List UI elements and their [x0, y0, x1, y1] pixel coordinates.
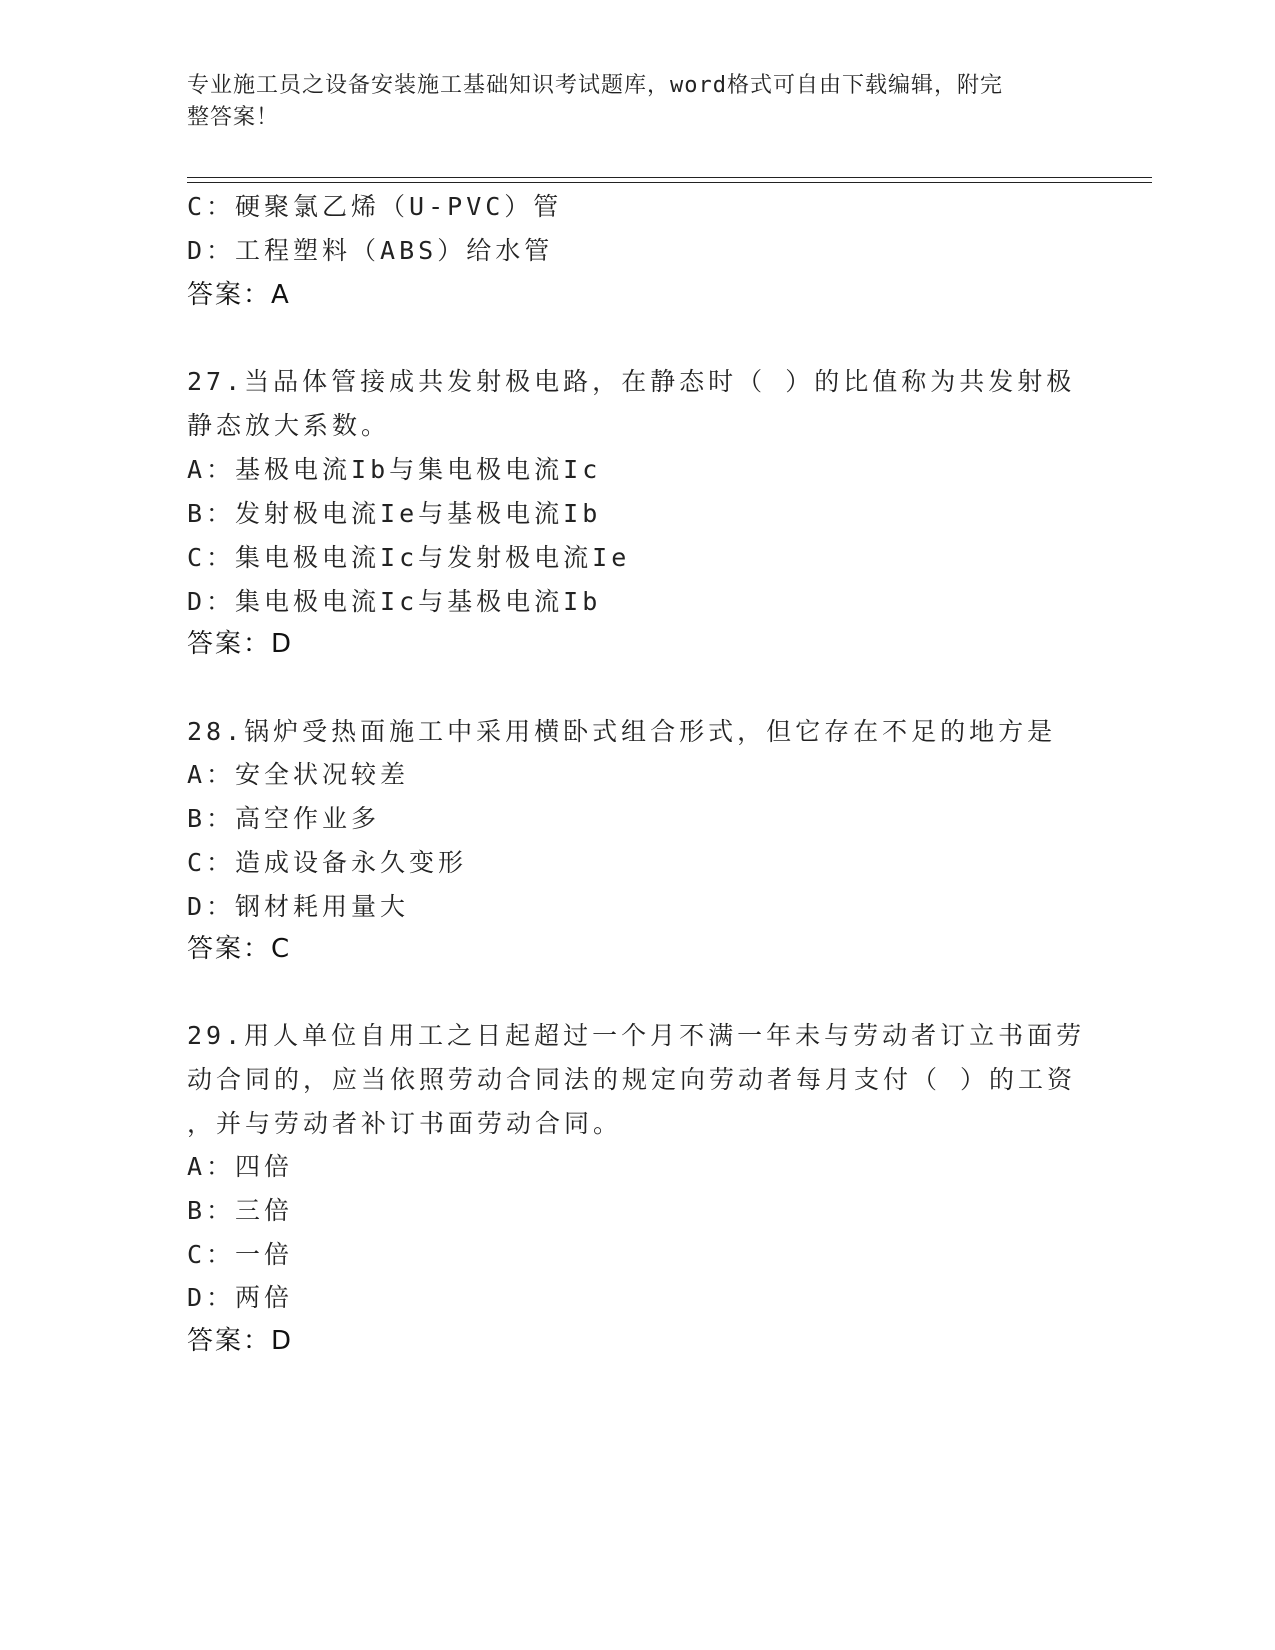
question-29-line-2: 动合同的，应当依照劳动合同法的规定向劳动者每月支付（ ）的工资: [187, 1065, 1077, 1094]
question-28-option-d: D：钢材耗用量大: [187, 892, 410, 921]
option-c: C：硬聚氯乙烯（U-PVC）管: [187, 192, 563, 221]
question-29-answer: [187, 1326, 292, 1356]
answer-value: D: [271, 1326, 293, 1356]
answer-label: 答案：: [187, 1326, 272, 1356]
document-header: [187, 70, 1067, 134]
header-line-1: 专业施工员之设备安装施工基础知识考试题库，word格式可自由下载编辑，附完: [187, 73, 1003, 98]
question-28-option-c: C：造成设备永久变形: [187, 848, 468, 877]
question-29-line-3: ，并与劳动者补订书面劳动合同。: [187, 1109, 623, 1138]
header-line-2: 整答案！: [187, 105, 280, 130]
question-27-option-c: C：集电极电流Ic与发射极电流Ie: [187, 543, 631, 572]
header-divider-top: [187, 177, 1152, 178]
question-27-line-1: 27.当品体管接成共发射极电路，在静态时（ ）的比值称为共发射极: [187, 367, 1076, 396]
answer-value: D: [271, 629, 293, 659]
answer-label: 答案：: [187, 280, 272, 310]
question-29-option-c: C：一倍: [187, 1240, 294, 1269]
question-27-option-d: D：集电极电流Ic与基极电流Ib: [187, 587, 602, 616]
header-divider-bottom: [187, 182, 1152, 183]
answer-label: 答案：: [187, 629, 272, 659]
option-d: D：工程塑料（ABS）给水管: [187, 236, 554, 265]
question-28-option-b: B：高空作业多: [187, 804, 381, 833]
question-29-option-a: A：四倍: [187, 1152, 294, 1181]
question-29-line-1: 29.用人单位自用工之日起超过一个月不满一年未与劳动者订立书面劳: [187, 1021, 1086, 1050]
question-27-line-2: 静态放大系数。: [187, 411, 391, 440]
question-29-option-d: D：两倍: [187, 1283, 294, 1312]
question-27-option-a: A：基极电流Ib与集电极电流Ic: [187, 455, 602, 484]
answer-label: 答案：: [187, 934, 272, 964]
question-28-line-1: 28.锅炉受热面施工中采用横卧式组合形式，但它存在不足的地方是: [187, 717, 1057, 746]
answer-value: A: [271, 280, 290, 310]
answer: [187, 280, 290, 310]
question-28-option-a: A：安全状况较差: [187, 760, 410, 789]
answer-value: C: [271, 934, 291, 964]
question-27-option-b: B：发射极电流Ie与基极电流Ib: [187, 499, 602, 528]
question-28-answer: [187, 934, 290, 964]
question-29-option-b: B：三倍: [187, 1196, 294, 1225]
question-27-answer: [187, 629, 292, 659]
